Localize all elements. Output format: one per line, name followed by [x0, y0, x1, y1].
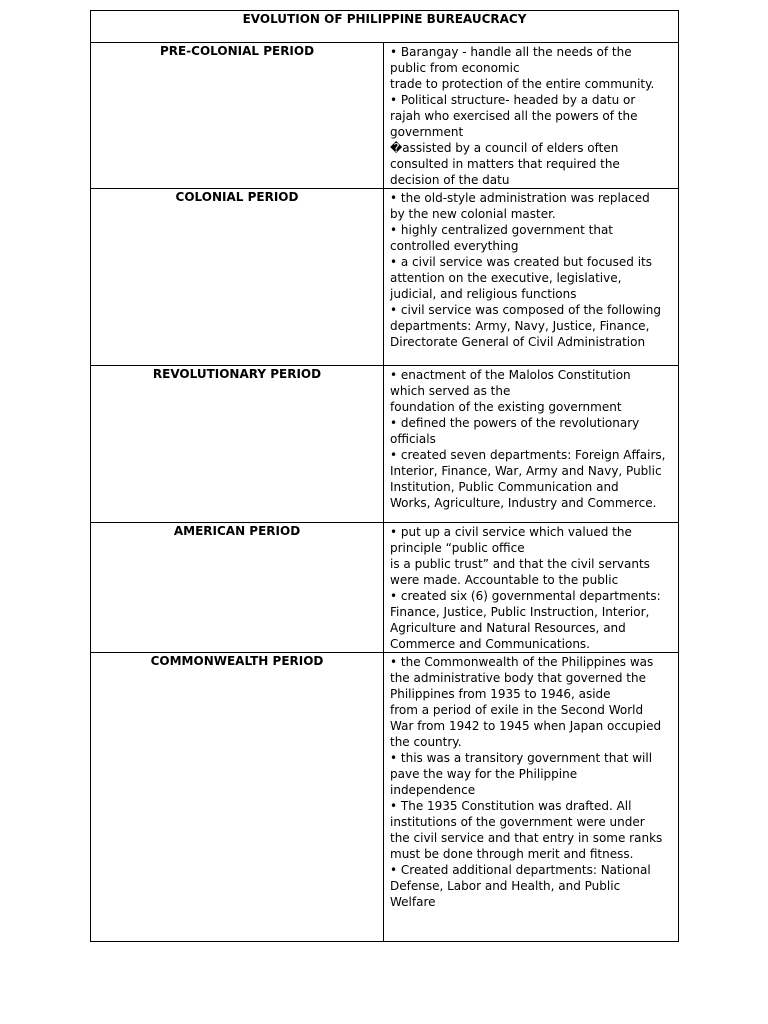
table-row: [91, 189, 679, 366]
period-commonwealth: COMMONWEALTH PERIOD: [91, 653, 384, 942]
description-line: • created seven departments: Foreign Affairs,: [390, 448, 666, 462]
description-line: Interior, Finance, War, Army and Navy, Public: [390, 464, 662, 478]
description-line: government: [390, 125, 464, 139]
description-line: is a public trust” and that the civil servants: [390, 557, 650, 571]
description-line: controlled everything: [390, 239, 519, 253]
period-american: AMERICAN PERIOD: [91, 523, 384, 653]
description-line: Directorate General of Civil Administration: [390, 335, 646, 349]
description-line: Agriculture and Natural Resources, and: [390, 621, 626, 635]
description-line: by the new colonial master.: [390, 207, 556, 221]
description-line: independence: [390, 783, 476, 797]
description-line: foundation of the existing government: [390, 400, 622, 414]
description-line: • the old-style administration was replaced: [390, 191, 650, 205]
description-line: • The 1935 Constitution was drafted. All: [390, 799, 632, 813]
description-line: public from economic: [390, 61, 520, 75]
description-line: • Created additional departments: National: [390, 863, 651, 877]
description-line: Welfare: [390, 895, 436, 909]
description-line: Finance, Justice, Public Instruction, Interior,: [390, 605, 650, 619]
description-line: • put up a civil service which valued the: [390, 525, 632, 539]
table-title: EVOLUTION OF PHILIPPINE BUREAUCRACY: [91, 11, 679, 43]
description-line: trade to protection of the entire community.: [390, 77, 655, 91]
description-line: • a civil service was created but focused its: [390, 255, 653, 269]
description-line: officials: [390, 432, 436, 446]
title-row: [91, 11, 679, 43]
description-precolonial: [384, 43, 679, 189]
table-row: [91, 43, 679, 189]
period-precolonial: PRE-COLONIAL PERIOD: [91, 43, 384, 189]
description-line: pave the way for the Philippine: [390, 767, 578, 781]
description-commonwealth: [384, 653, 679, 942]
description-line: consulted in matters that required the: [390, 157, 620, 171]
description-line: War from 1942 to 1945 when Japan occupied: [390, 719, 662, 733]
description-line: • highly centralized government that: [390, 223, 614, 237]
description-colonial: [384, 189, 679, 366]
description-line: decision of the datu: [390, 173, 510, 187]
period-revolutionary: REVOLUTIONARY PERIOD: [91, 366, 384, 523]
table-row: [91, 653, 679, 942]
description-line: were made. Accountable to the public: [390, 573, 619, 587]
description-line: which served as the: [390, 384, 511, 398]
description-line: Institution, Public Communication and: [390, 480, 619, 494]
table-row: [91, 366, 679, 523]
description-line: departments: Army, Navy, Justice, Finance,: [390, 319, 650, 333]
description-line: the administrative body that governed the: [390, 671, 646, 685]
description-line: institutions of the government were under: [390, 815, 645, 829]
description-line: Works, Agriculture, Industry and Commerce.: [390, 496, 657, 510]
description-line: • created six (6) governmental departments:: [390, 589, 661, 603]
description-line: judicial, and religious functions: [390, 287, 577, 301]
description-line: the country.: [390, 735, 462, 749]
description-line: �assisted by a council of elders often: [390, 141, 619, 155]
description-line: must be done through merit and fitness.: [390, 847, 634, 861]
bureaucracy-table: [90, 10, 679, 942]
description-line: principle “public office: [390, 541, 525, 555]
description-line: Defense, Labor and Health, and Public: [390, 879, 621, 893]
description-line: rajah who exercised all the powers of the: [390, 109, 638, 123]
description-line: Commerce and Communications.: [390, 637, 590, 651]
description-revolutionary: [384, 366, 679, 523]
description-line: • this was a transitory government that will: [390, 751, 653, 765]
description-line: Philippines from 1935 to 1946, aside: [390, 687, 611, 701]
table-row: [91, 523, 679, 653]
description-line: from a period of exile in the Second World: [390, 703, 644, 717]
description-line: • Political structure- headed by a datu or: [390, 93, 636, 107]
description-line: • the Commonwealth of the Philippines was: [390, 655, 654, 669]
description-line: • enactment of the Malolos Constitution: [390, 368, 631, 382]
description-line: • civil service was composed of the following: [390, 303, 661, 317]
description-line: • defined the powers of the revolutionary: [390, 416, 640, 430]
description-line: attention on the executive, legislative,: [390, 271, 622, 285]
description-line: • Barangay - handle all the needs of the: [390, 45, 632, 59]
period-colonial: COLONIAL PERIOD: [91, 189, 384, 366]
description-line: the civil service and that entry in some ranks: [390, 831, 663, 845]
description-american: [384, 523, 679, 653]
